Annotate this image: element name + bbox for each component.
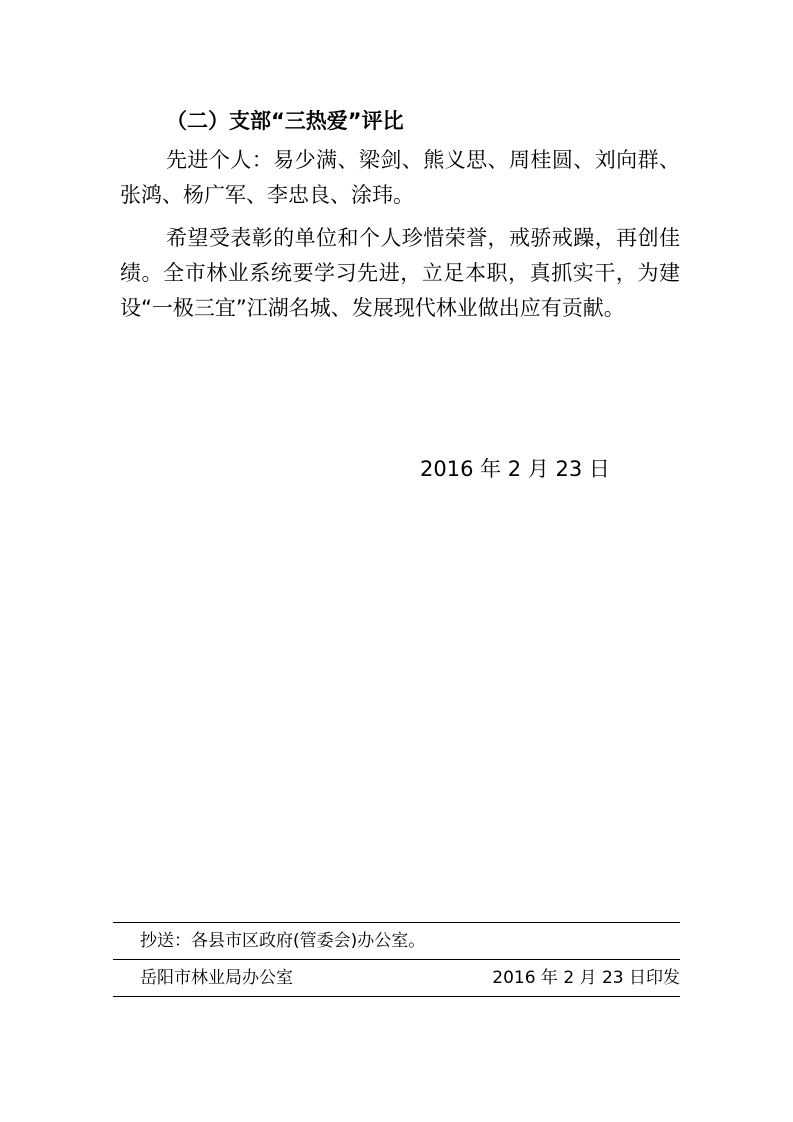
footer-middle-rule: [113, 959, 680, 960]
signature-date: 2016 年 2 月 23 日: [420, 457, 610, 481]
issuer-name: 岳阳市林业局办公室: [140, 968, 293, 988]
footer-top-rule: [113, 922, 680, 923]
section-heading: （二）支部“三热爱”评比: [166, 109, 404, 133]
footer-bottom-rule: [113, 996, 680, 997]
advanced-individuals-paragraph: 先进个人：易少满、梁剑、熊义思、周桂圆、刘向群、张鸿、杨广军、李忠良、涂玮。: [120, 148, 680, 207]
cc-line: 抄送：各县市区政府(管委会)办公室。: [140, 931, 426, 951]
issued-date: 2016 年 2 月 23 日印发: [492, 968, 680, 988]
closing-paragraph: 希望受表彰的单位和个人珍惜荣誉，戒骄戒躁，再创佳绩。全市林业系统要学习先进，立足本职，真抓实干，为建设“一极三宜”江湖名城、发展现代林业做出应有贡献。: [120, 226, 680, 320]
